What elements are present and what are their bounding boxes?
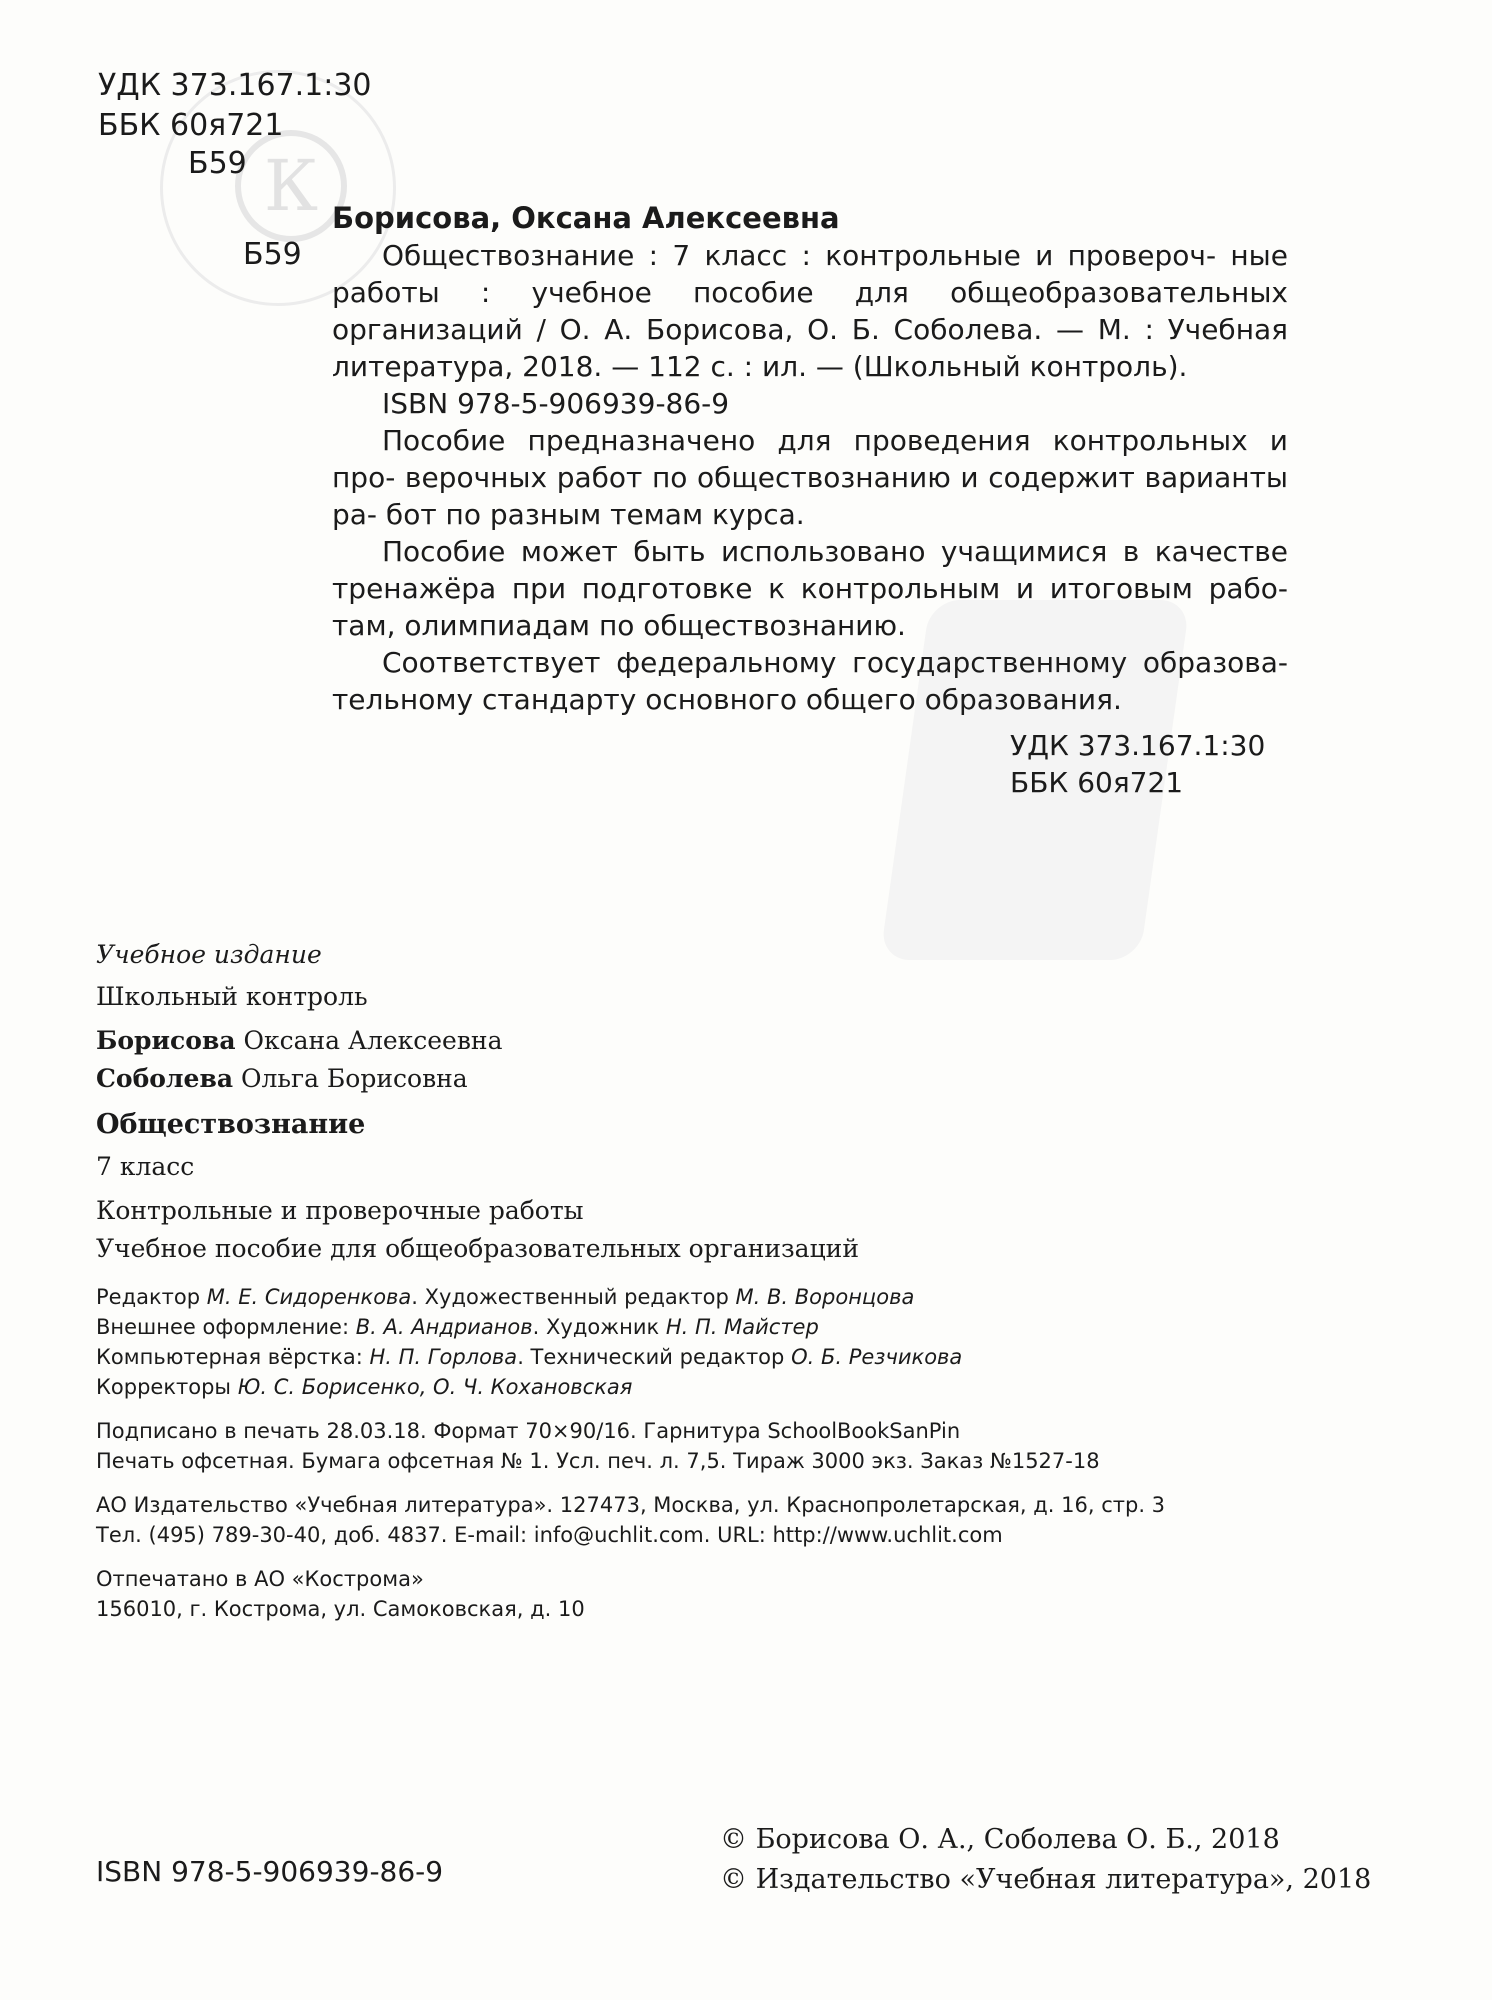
cover-name: В. А. Андрианов (355, 1315, 533, 1339)
artist-name: Н. П. Майстер (665, 1315, 819, 1339)
copyright-block (720, 1820, 1371, 1900)
catalog-annotation-3: Соответствует федеральному государственному образова- тельному стандарту основного общего образования. (332, 646, 1288, 716)
author-2-surname: Соболева (96, 1064, 234, 1093)
catalog-annotation-1: Пособие предназначено для проведения контрольных и про- верочных работ по обществознанию и содержит варианты ра- бот по разным темам курса. (332, 424, 1288, 531)
top-udk: УДК 373.167.1:30 (98, 68, 372, 103)
author-1-name: Оксана Алексеевна (243, 1026, 503, 1055)
catalog-annotation-2: Пособие может быть использовано учащимися в качестве тренажёра при подготовке к контрольным и итоговым рабо- там, олимпиадам по обществознанию. (332, 535, 1288, 642)
art-editor-label: Художественный редактор (424, 1285, 729, 1309)
tech-editor-name: О. Б. Резчикова (791, 1345, 963, 1369)
print-info-line-2: Печать офсетная. Бумага офсетная № 1. Усл. печ. л. 7,5. Тираж 3000 экз. Заказ №1527-18 (96, 1449, 1100, 1473)
author-2-name: Ольга Борисовна (240, 1064, 468, 1093)
printer-line-1: Отпечатано в АО «Кострома» (96, 1567, 424, 1591)
editor-label: Редактор (96, 1285, 201, 1309)
catalog-author-code: Б59 (243, 237, 302, 272)
catalog-author: Борисова, Оксана Алексеевна (332, 201, 840, 235)
layout-label: Компьютерная вёрстка: (96, 1345, 363, 1369)
editor-name: М. Е. Сидоренкова (206, 1285, 412, 1309)
staff-line-3: Компьютерная вёрстка: Н. П. Горлова. Технический редактор О. Б. Резчикова (96, 1345, 963, 1369)
copyright-authors: © Борисова О. А., Соболева О. Б., 2018 (720, 1824, 1280, 1855)
catalog-udk: УДК 373.167.1:30 (1010, 729, 1266, 762)
catalog-classification-codes (1010, 727, 1265, 801)
publisher-line-2: Тел. (495) 789-30-40, доб. 4837. E-mail: info@uchlit.com. URL: http://www.uchlit.com (96, 1523, 1003, 1547)
catalog-bbk: ББК 60я721 (1010, 766, 1184, 799)
print-info-line-1: Подписано в печать 28.03.18. Формат 70×90/16. Гарнитура SchoolBookSanPin (96, 1419, 961, 1443)
book-subtitle: Контрольные и проверочные работы (96, 1196, 584, 1225)
catalog-description: Обществознание : 7 класс : контрольные и провероч- ные работы : учебное пособие для общеобразовательных организаций / О. А. Борисова, О. Б. Соболева. — М. : Учебная литература, 2018. — 112 с. : ил. — (Школьный контроль). (332, 239, 1288, 383)
art-editor-name: М. В. Воронцова (735, 1285, 915, 1309)
artist-label: Художник (546, 1315, 660, 1339)
staff-line-4 (96, 1372, 1416, 1402)
book-grade: 7 класс (96, 1152, 195, 1181)
book-title: Обществознание (96, 1109, 366, 1140)
series-name: Школьный контроль (96, 982, 368, 1011)
tech-editor-label: Технический редактор (530, 1345, 785, 1369)
cover-label: Внешнее оформление: (96, 1315, 350, 1339)
top-classification-codes (98, 66, 372, 146)
copyright-publisher: © Издательство «Учебная литература», 2018 (720, 1864, 1372, 1895)
catalog-card (332, 200, 1288, 718)
staff-line-1: Редактор М. Е. Сидоренкова. Художественный редактор М. В. Воронцова (96, 1285, 915, 1309)
proof-label: Корректоры (96, 1375, 232, 1399)
staff-line-2: Внешнее оформление: В. А. Андрианов. Художник Н. П. Майстер (96, 1315, 819, 1339)
proof-names: Ю. С. Борисенко, О. Ч. Кохановская (237, 1375, 633, 1399)
author-1-surname: Борисова (96, 1026, 236, 1055)
imprint-block (96, 936, 1416, 1624)
book-purpose: Учебное пособие для общеобразовательных организаций (96, 1234, 859, 1263)
top-author-code: Б59 (188, 146, 247, 181)
top-bbk: ББК 60я721 (98, 108, 284, 143)
printer-line-2: 156010, г. Кострома, ул. Самоковская, д. 10 (96, 1597, 585, 1621)
stamp-letter-showthrough: К (235, 130, 347, 242)
bottom-isbn: ISBN 978-5-906939-86-9 (96, 1855, 444, 1888)
publisher-line-1: АО Издательство «Учебная литература». 127473, Москва, ул. Краснопролетарская, д. 16, стр. 3 (96, 1493, 1166, 1517)
author-1 (96, 1022, 1416, 1060)
layout-name: Н. П. Горлова (369, 1345, 518, 1369)
catalog-isbn: ISBN 978-5-906939-86-9 (382, 387, 730, 420)
author-2 (96, 1060, 1416, 1098)
edition-type: Учебное издание (96, 940, 322, 969)
